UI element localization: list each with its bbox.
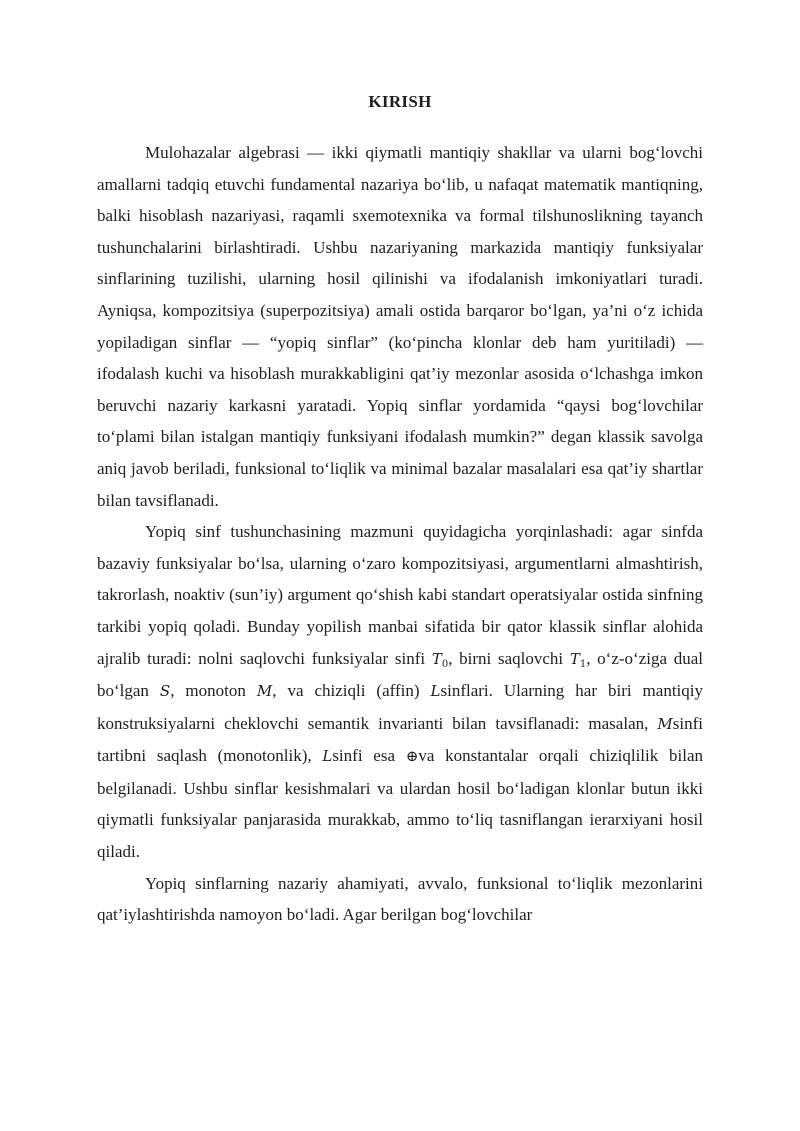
page-title: KIRISH [368, 92, 432, 111]
p2-text-i: va konstantalar orqali chiziqlilik bilan belgilanadi. Ushbu sinflar kesishmalari va ulardan hosil bo‘ladigan klonlar butun ikki qiymatli funksiyalar panjarasida murakkab, ammo to‘liq tasniflangan ierarxiyani hosil qiladi. [97, 746, 703, 862]
p2-text-a: Yopiq sinf tushunchasining mazmuni quyidagicha yorqinlashadi: agar sinfda bazaviy funksiyalar bo‘lsa, ularning o‘zaro kompozitsiyasi, argumentlarni almashtirish, takrorlash, noaktiv (sun’iy) argument qo‘shish kabi standart operatsiyalar ostida sinfning tarkibi yopiq qoladi. Bunday yopilish manbai sifatida bir qator klassik sinflar alohida ajralib turadi: nolni saqlovchi funksiyalar sinfi [97, 522, 703, 668]
paragraph-2 [97, 516, 703, 868]
body-text [97, 137, 703, 931]
symbol-t0: $T_0$ [431, 649, 449, 670]
symbol-t1: $T_1$ [569, 649, 587, 670]
p2-text-c: , o‘z-o‘ziga dual bo‘lgan [97, 648, 703, 701]
p2-text-g: sinfi tartibni saqlash (monotonlik), [97, 713, 703, 766]
symbol-l: L [430, 682, 441, 701]
p2-text-h: sinfi esa [332, 746, 406, 766]
paragraph-3: Yopiq sinflarning nazariy ahamiyati, avvalo, funksional to‘liqlik mezonlarini qat’iylashtirishda namoyon bo‘ladi. Agar berilgan bog‘lovchilar [97, 873, 703, 925]
symbol-xor: ⊕ [405, 747, 419, 766]
symbol-m: M [256, 682, 273, 701]
symbol-m-2: M [657, 714, 673, 733]
paragraph-1: Mulohazalar algebrasi — ikki qiymatli mantiqiy shakllar va ularni bog‘lovchi amallarni tadqiq etuvchi fundamental nazariya bo‘lib, u nafaqat matematik mantiqning, balki hisoblash nazariyasi, raqamli sxemotexnika va formal tilshunoslikning tayanch tushunchalarini birlashtiradi. Ushbu nazariyaning markazida mantiqiy funksiyalar sinflarining tuzilishi, ularning hosil qilinishi va ifodalanish imkoniyatlari turadi. Ayniqsa, kompozitsiya (superpozitsiya) amali ostida barqaror bo‘lgan, ya’ni o‘z ichida yopiladigan sinflar — “yopiq sinflar” (ko‘pincha klonlar deb ham yuritiladi) — ifodalash kuchi va hisoblash murakkabligini qat’iy mezonlar asosida o‘lchashga imkon beruvchi nazariy karkasni yaratadi. Yopiq sinflar yordamida “qaysi bog‘lovchilar to‘plami bilan istalgan mantiqiy funksiyani ifodalash mumkin?” degan klassik savolga aniq javob beriladi, funksional to‘liqlik va minimal bazalar masalalari esa qat’iy shartlar bilan tavsiflanadi. [97, 143, 703, 510]
symbol-l-2: L [322, 747, 333, 766]
p2-text-e: , va chiziqli (affin) [272, 681, 431, 701]
p2-text-f: sinflari. Ularning har biri mantiqiy konstruksiyalarni cheklovchi semantik invarianti bilan tavsiflanadi: masalan, [97, 681, 703, 733]
symbol-s: S [159, 682, 171, 701]
p2-text-d: , monoton [170, 681, 257, 701]
p2-text-b: , birni saqlovchi [448, 648, 570, 668]
